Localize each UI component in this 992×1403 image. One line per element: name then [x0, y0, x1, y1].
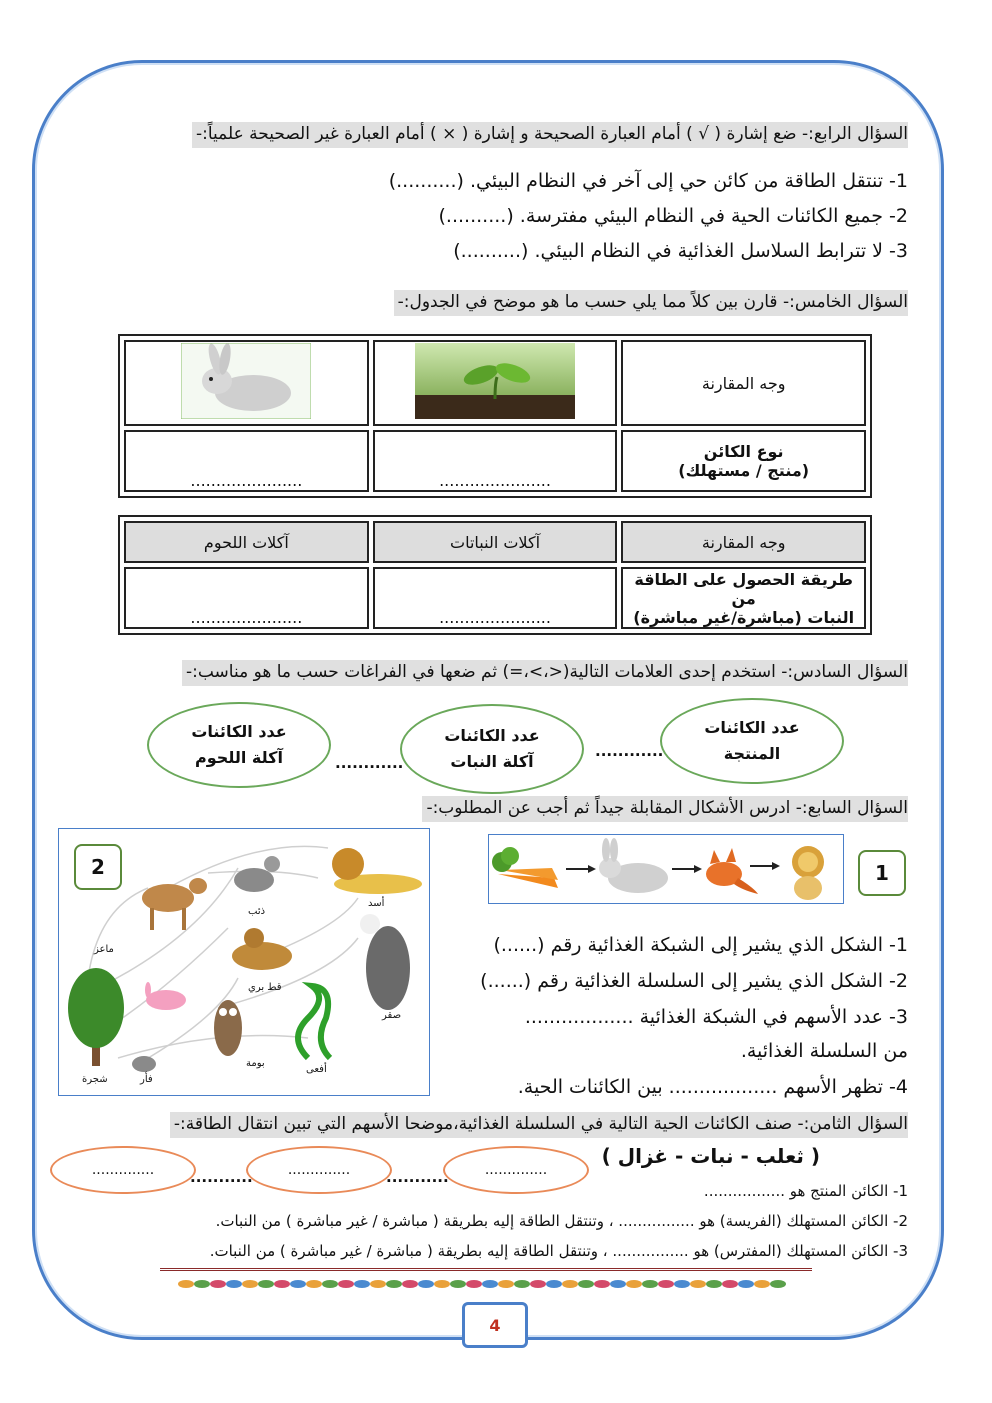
- q7-title: السؤال السابع:- ادرس الأشكال المقابلة جيداً ثم أجب عن المطلوب:-: [422, 796, 908, 822]
- mouse-icon: [132, 1056, 156, 1072]
- organism-type-label: نوع الكائن (منتج / مستهلك): [621, 430, 866, 492]
- carnivores-answer[interactable]: ......................: [124, 567, 369, 629]
- chain-oval-2[interactable]: ..............: [246, 1146, 392, 1194]
- q6-title: السؤال السادس:- استخدم إحدى العلامات التالية(<،>،=) ثم ضعها في الفراغات حسب ما هو مناسب:-: [182, 660, 908, 686]
- herbivores-answer[interactable]: ......................: [373, 567, 618, 629]
- chain-oval-1[interactable]: ..............: [50, 1146, 196, 1194]
- owl-icon: [214, 1000, 242, 1056]
- aspect-cell-2: وجه المقارنة: [621, 521, 866, 563]
- energy-method-label: طريقة الحصول على الطاقة من النبات (مباشرة/غير مباشرة): [621, 567, 866, 629]
- herbivores-header: آكلات النباتات: [373, 521, 618, 563]
- aspect-cell: وجه المقارنة: [621, 340, 866, 426]
- q7-item-4: 4- تظهر الأسهم .................. بين الكائنات الحية.: [517, 1076, 908, 1098]
- comparison-table-1: [118, 334, 872, 498]
- net-label-lion: أسد: [368, 898, 385, 909]
- lion-icon: [792, 846, 824, 900]
- comparison-table-2: [118, 515, 872, 635]
- floral-border-decoration: [176, 1276, 796, 1292]
- q8-item-1: 1- الكائن المنتج هو .................: [703, 1182, 908, 1200]
- q4-title: السؤال الرابع:- ضع إشارة ( √ ) أمام العبارة الصحيحة و إشارة ( × ) أمام العبارة غير الصحيحة علمياً:-: [192, 122, 908, 148]
- rabbit-type-answer[interactable]: ......................: [124, 430, 369, 492]
- carnivores-header: آكلات اللحوم: [124, 521, 369, 563]
- chain-oval-3[interactable]: ..............: [443, 1146, 589, 1194]
- figure-1-number: 1: [858, 850, 906, 896]
- net-label-tree: شجرة: [82, 1074, 108, 1085]
- q4-item-2: 2- جميع الكائنات الحية في النظام البيئي مفترسة. (..........): [438, 205, 908, 227]
- q7-item-1: 1- الشكل الذي يشير إلى الشبكة الغذائية رقم (......): [493, 934, 908, 956]
- q7-item-3-cont: من السلسلة الغذائية.: [740, 1040, 908, 1062]
- net-label-snake: أفعى: [306, 1064, 327, 1075]
- blank-2[interactable]: ............: [335, 754, 404, 772]
- q8-item-2: 2- الكائن المستهلك (الفريسة) هو ................ ، وتنتقل الطاقة إليه بطريقة ( مباشرة / غير مباشرة ) من النبات.: [215, 1212, 908, 1230]
- rabbit-image-cell: [124, 340, 369, 426]
- food-chain-figure: [488, 834, 844, 904]
- blank-1[interactable]: ............: [595, 742, 664, 760]
- net-label-owl: بومة: [246, 1058, 265, 1069]
- rabbit-image: [181, 343, 311, 419]
- q8-organisms: ( ثعلب - نبات - غزال ): [601, 1144, 820, 1168]
- net-label-cat: قط بري: [248, 982, 282, 993]
- carnivores-oval: عدد الكائنات آكلة اللحوم: [147, 702, 331, 788]
- chain-arrow-blank-1[interactable]: ...........: [190, 1168, 253, 1186]
- plant-seedling-image: [415, 343, 575, 419]
- net-label-goat: ماعز: [94, 944, 114, 955]
- net-label-mouse: فأر: [140, 1074, 153, 1085]
- plant-type-answer[interactable]: ......................: [373, 430, 618, 492]
- q7-item-2: 2- الشكل الذي يشير إلى السلسلة الغذائية رقم (......): [480, 970, 908, 992]
- q5-title: السؤال الخامس:- قارن بين كلاً مما يلي حسب ما هو موضح في الجدول:-: [394, 290, 908, 316]
- q4-item-3: 3- لا تترابط السلاسل الغذائية في النظام البيئي. (..........): [453, 240, 908, 262]
- footer-divider: [160, 1268, 812, 1271]
- producers-oval: عدد الكائنات المنتجة: [660, 698, 844, 784]
- q4-item-1: 1- تنتقل الطاقة من كائن حي إلى آخر في النظام البيئي. (..........): [388, 170, 908, 192]
- figure-2-number: 2: [74, 844, 122, 890]
- plant-image-cell: [373, 340, 618, 426]
- page-number: 4: [462, 1302, 528, 1348]
- q8-item-3: 3- الكائن المستهلك (المفترس) هو ................ ، وتنتقل الطاقة إليه بطريقة ( مباشرة / غير مباشرة ) من النبات.: [209, 1242, 908, 1260]
- net-label-wolf: ذئب: [248, 906, 266, 917]
- herbivores-oval: عدد الكائنات آكلة النبات: [400, 704, 584, 794]
- q7-item-3: 3- عدد الأسهم في الشبكة الغذائية ..................: [524, 1006, 908, 1028]
- net-label-eagle: صقر: [382, 1010, 402, 1021]
- chain-arrow-blank-2[interactable]: ...........: [386, 1168, 449, 1186]
- q8-title: السؤال الثامن:- صنف الكائنات الحية التالية في السلسلة الغذائية،موضحا الأسهم التي تبين انتقال الطاقة:-: [170, 1112, 908, 1138]
